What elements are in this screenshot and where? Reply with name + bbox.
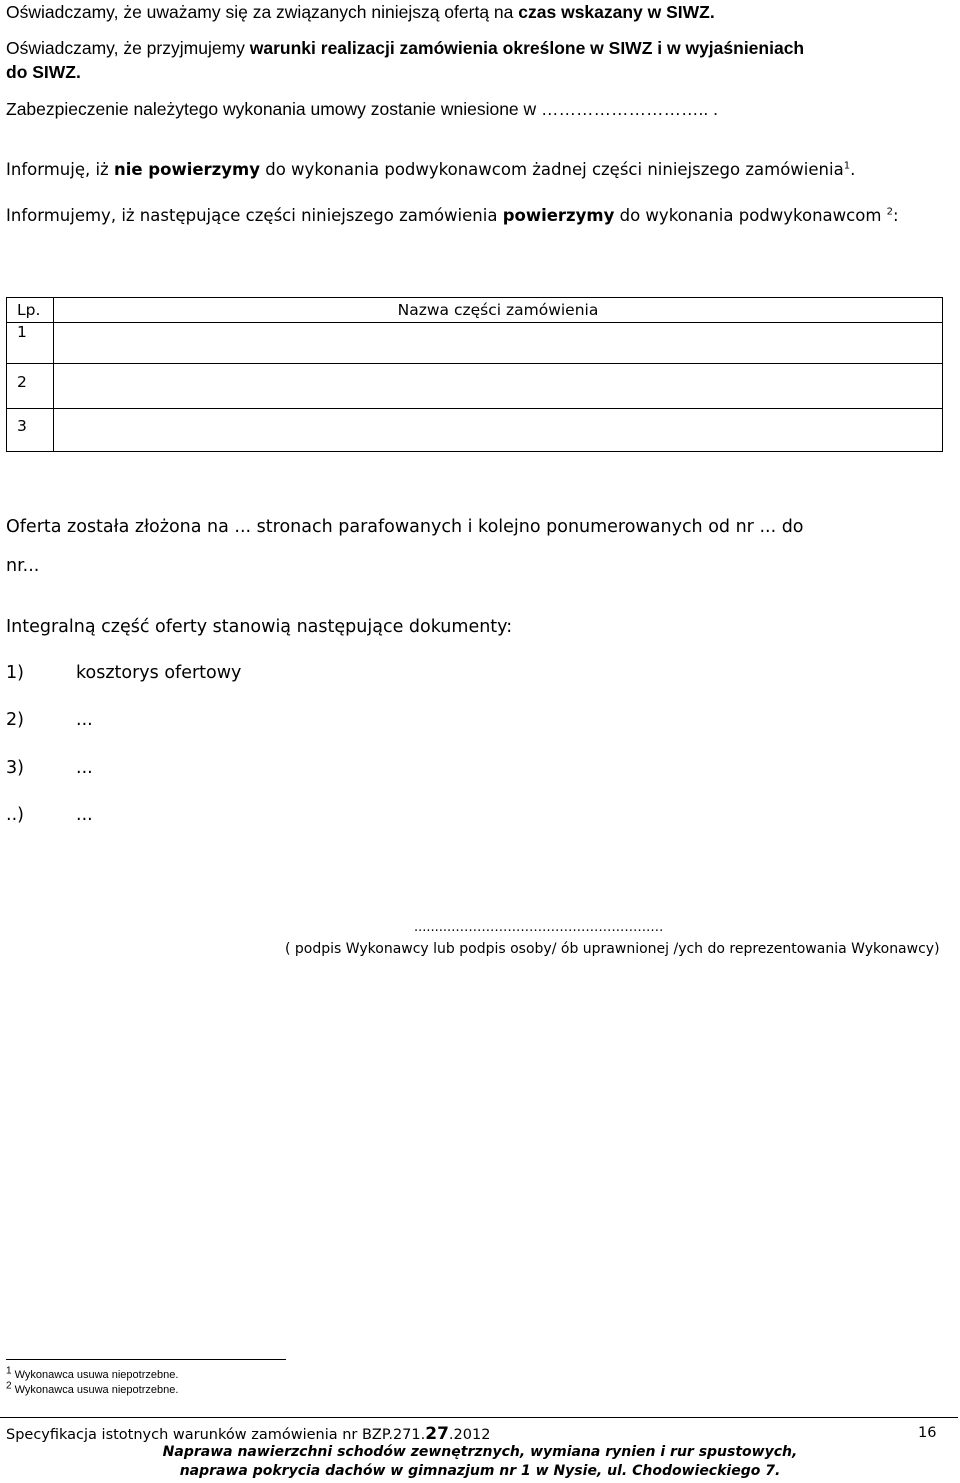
list-item-text: ...: [76, 758, 93, 778]
documents-title: Integralną część oferty stanowią następujące dokumenty:: [6, 617, 513, 637]
subcontract-none-end: .: [850, 160, 856, 179]
list-item-number: ..): [6, 805, 24, 825]
footer-spec-year: .2012: [448, 1427, 491, 1443]
subcontract-parts-table: [6, 297, 943, 452]
list-item: [6, 805, 24, 825]
subcontract-parts-statement: [6, 206, 899, 225]
page-number: 16: [918, 1425, 937, 1441]
footer-title-line1: Naprawa nawierzchni schodów zewnętrznych, wymiana rynien i rur spustowych,: [162, 1444, 798, 1460]
declaration-conditions: [6, 38, 804, 59]
subcontract-none-post: do wykonania podwykonawcom żadnej części niniejszego zamówienia: [260, 160, 844, 179]
footnote-number: 2: [6, 1380, 12, 1392]
declaration-conditions-cont: [6, 62, 81, 83]
declaration-conditions-bold: warunki realizacji zamówienia określone w SIWZ i w wyjaśnieniach: [249, 38, 805, 58]
subcontract-none-pre: Informuję, iż: [6, 160, 114, 179]
table-row: [7, 409, 943, 452]
declaration-conditions-text: Oświadczamy, że przyjmujemy: [6, 38, 250, 58]
subcontract-none-statement: [6, 160, 855, 179]
table-row: [7, 364, 943, 409]
subcontract-none-bold: nie powierzymy: [113, 160, 260, 179]
subcontract-parts-end: :: [893, 206, 899, 225]
footnote-ref-2: 2: [886, 206, 894, 218]
list-item-number: 1): [6, 663, 24, 683]
signature-dots: ..........…………………………………………: [414, 920, 664, 935]
declaration-validity: [6, 2, 715, 23]
table-cell-name: [54, 323, 943, 364]
footer-spec-number: 27: [425, 1424, 449, 1444]
declaration-conditions-cont-bold: do SIWZ.: [6, 62, 81, 82]
subcontract-parts-bold: powierzymy: [502, 206, 615, 225]
footnote-number: 1: [6, 1365, 12, 1377]
list-item-number: 2): [6, 710, 24, 730]
offer-pages-line: Oferta została złożona na ... stronach parafowanych i kolejno ponumerowanych od nr ... do: [6, 517, 804, 537]
footnote-text: Wykonawca usuwa niepotrzebne.: [14, 1384, 179, 1396]
subcontract-parts-pre: Informujemy, iż następujące części niniejszego zamówienia: [6, 206, 503, 225]
list-item-text: kosztorys ofertowy: [76, 663, 242, 683]
table-cell-lp: 2: [7, 364, 54, 409]
table-cell-lp: 3: [7, 409, 54, 452]
footnote-ref-1: 1: [843, 160, 851, 172]
table-header-row: [7, 298, 943, 323]
list-item-text: ...: [76, 805, 93, 825]
footnote: [6, 1380, 179, 1396]
list-item: [6, 710, 24, 730]
declaration-validity-bold: czas wskazany w SIWZ.: [518, 2, 715, 22]
security-statement: Zabezpieczenie należytego wykonania umowy zostanie wniesione w ……………………….. .: [6, 99, 718, 119]
list-item: [6, 663, 24, 683]
table-cell-lp: 1: [7, 323, 54, 364]
table-cell-name: [54, 364, 943, 409]
footnote: [6, 1365, 179, 1381]
list-item-number: 3): [6, 758, 24, 778]
footer-spec-pre: Specyfikacja istotnych warunków zamówienia nr BZP.271.: [6, 1427, 426, 1443]
subcontract-parts-post: do wykonania podwykonawcom: [614, 206, 887, 225]
footnote-separator: [6, 1359, 286, 1360]
list-item: [6, 758, 24, 778]
table-header-lp: Lp.: [7, 298, 54, 323]
footer-spec: [6, 1424, 490, 1444]
footnote-text: Wykonawca usuwa niepotrzebne.: [14, 1369, 179, 1381]
footer-title-line2: naprawa pokrycia dachów w gimnazjum nr 1 w Nysie, ul. Chodowieckiego 7.: [179, 1463, 781, 1479]
signature-caption: ( podpis Wykonawcy lub podpis osoby/ ób uprawnionej /ych do reprezentowania Wykonawcy): [285, 941, 940, 957]
declaration-validity-text: Oświadczamy, że uważamy się za związanych niniejszą ofertą na: [6, 2, 519, 22]
offer-pages-line-cont: nr...: [6, 556, 40, 576]
table-cell-name: [54, 409, 943, 452]
table-header-name: Nazwa części zamówienia: [54, 298, 943, 323]
table-row: [7, 323, 943, 364]
footer-rule: [0, 1417, 958, 1418]
list-item-text: ...: [76, 710, 93, 730]
